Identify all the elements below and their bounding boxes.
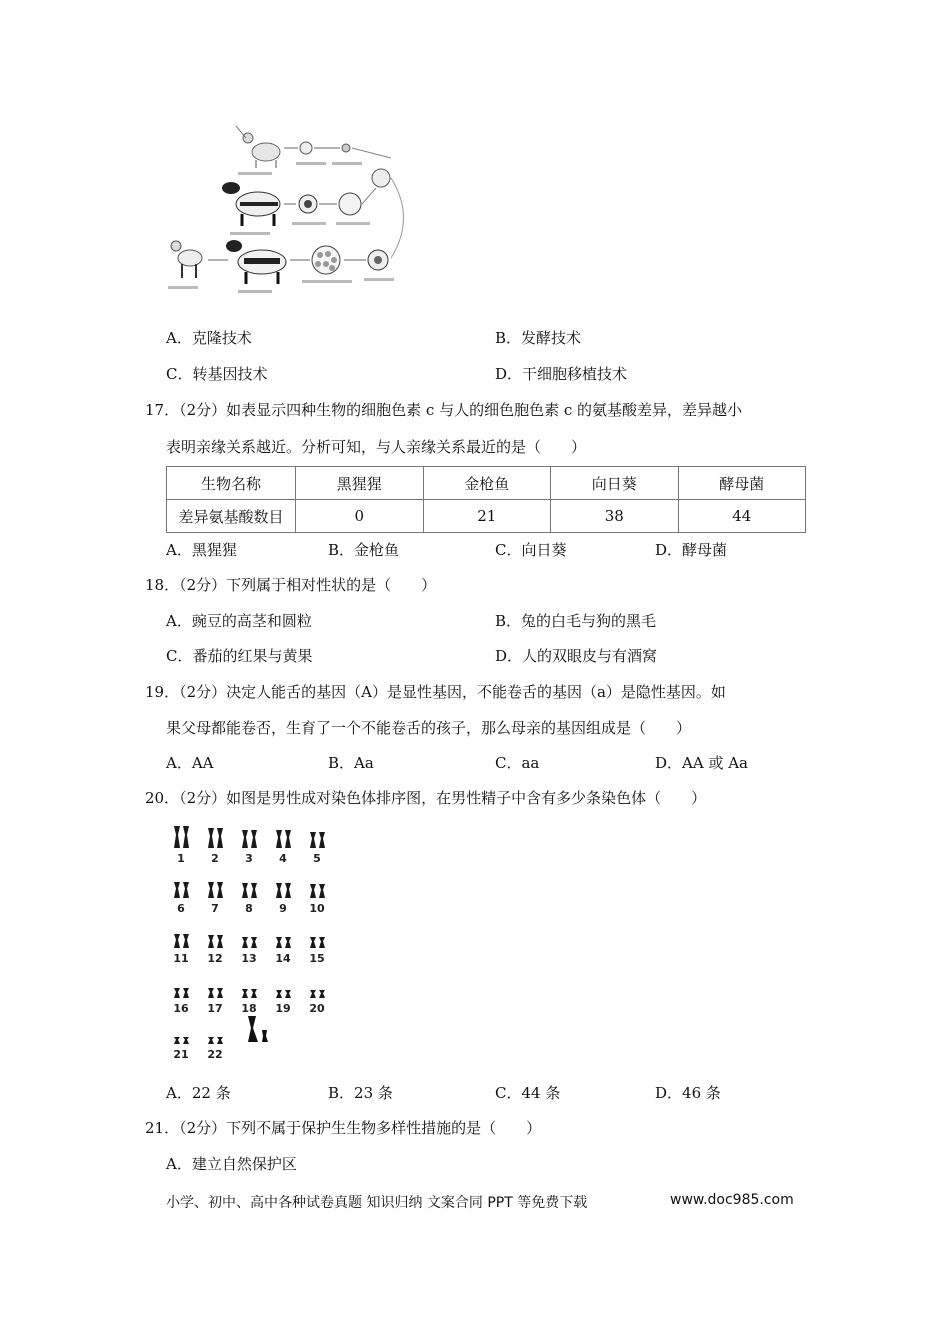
table-cell: 黑猩猩 [296,467,424,500]
table-cell: 向日葵 [551,467,679,500]
chromosome-mark [310,832,316,848]
chromosome-pair [174,988,189,998]
surrogate-sheep-icon [226,240,286,284]
q17-stem-line2: 表明亲缘关系越近。分析可知，与人亲缘关系最近的是（ ） [166,438,587,456]
chromosome-pair [276,830,291,848]
chromosome-number-label: 2 [211,852,219,865]
footer-promo-text: 小学、初中、高中各种试卷真题 知识归纳 文案合同 PPT 等免费下载 [166,1195,588,1211]
chromosome-pair [208,882,223,898]
chromosome-mark [251,989,257,998]
egg-donor-sheep-icon [222,182,280,226]
chromosome-mark [285,937,291,948]
q18-option-d[interactable]: D．人的双眼皮与有酒窝 [495,647,658,665]
chromosome-mark [242,830,248,848]
chromosome-number-label: 19 [275,1002,291,1015]
chromosome-number-label: 18 [241,1002,257,1015]
chromosome-mark [276,830,282,848]
x-chromosome-mark [248,1016,258,1042]
chromosome-number-label: 21 [173,1048,189,1061]
chromosome-pair [242,989,257,998]
chromosome-mark [310,937,316,948]
chromosome-pair [310,884,325,898]
q20-option-d[interactable]: D．46 条 [655,1084,721,1102]
chromosome-mark [242,989,248,998]
amino-acid-table [166,466,806,533]
q16-option-d[interactable]: D．干细胞移植技术 [495,365,628,383]
q20-option-c[interactable]: C．44 条 [495,1084,561,1102]
q19-option-c[interactable]: C．aa [495,754,540,772]
chromosome-number-label: 11 [173,952,189,965]
q19-stem-line1: 19．（2分）决定人能舌的基因（A）是显性基因，不能卷舌的基因（a）是隐性基因。如 [145,683,726,701]
chromosome-number-label: 20 [309,1002,325,1015]
table-cell: 酵母菌 [678,467,806,500]
chromosome-mark [276,990,282,998]
chromosome-number-label: 15 [309,952,325,965]
q18-option-c[interactable]: C．番茄的红果与黄果 [166,647,313,665]
q19-option-d[interactable]: D．AA 或 Aa [655,754,749,772]
sex-chromosomes [248,1016,268,1042]
table-cell: 生物名称 [167,467,296,500]
chromosome-pair [208,935,223,948]
chromosome-mark [208,1037,214,1044]
chromosome-mark [251,883,257,898]
chromosome-pair [242,830,257,848]
chromosome-number-label: 9 [279,902,287,915]
chromosome-mark [285,830,291,848]
q19-option-b[interactable]: B．Aa [328,754,374,772]
chromosome-mark [319,990,325,998]
q18-option-a[interactable]: A．豌豆的高茎和圆粒 [166,612,312,630]
table-cell: 21 [423,500,551,533]
chromosome-mark [285,883,291,898]
q16-option-c[interactable]: C．转基因技术 [166,365,268,383]
chromosome-number-label: 7 [211,902,219,915]
chromosome-mark [217,935,223,948]
chromosome-number-label: 17 [207,1002,223,1015]
chromosome-number-label: 16 [173,1002,189,1015]
chromosome-pair [174,882,189,898]
chromosome-mark [310,884,316,898]
chromosome-number-label: 13 [241,952,257,965]
chromosome-mark [208,828,214,848]
chromosome-mark [174,1037,180,1044]
chromosome-pair [310,832,325,848]
chromosome-pair [276,937,291,948]
chromosome-number-label: 4 [279,852,287,865]
chromosome-pair [174,826,189,848]
table-cell: 差异氨基酸数目 [167,500,296,533]
chromosome-mark [183,826,189,848]
chromosome-pair [242,937,257,948]
y-chromosome-mark [262,1030,268,1042]
chromosome-mark [242,883,248,898]
q20-option-b[interactable]: B．23 条 [328,1084,393,1102]
chromosome-number-label: 1 [177,852,185,865]
q19-option-a[interactable]: A．AA [166,754,214,772]
chromosome-mark [319,832,325,848]
table-cell: 0 [296,500,424,533]
chromosome-number-label: 6 [177,902,185,915]
chromosome-mark [242,937,248,948]
chromosome-pair [174,1037,189,1044]
table-cell: 金枪鱼 [423,467,551,500]
chromosome-pair [208,828,223,848]
chromosome-mark [183,1037,189,1044]
q20-option-a[interactable]: A．22 条 [166,1084,231,1102]
q17-option-d[interactable]: D．酵母菌 [655,541,728,559]
q16-option-a[interactable]: A．克隆技术 [166,329,252,347]
chromosome-mark [217,1037,223,1044]
chromosome-number-label: 5 [313,852,321,865]
q17-option-c[interactable]: C．向日葵 [495,541,567,559]
chromosome-mark [174,988,180,998]
q17-stem-line1: 17．（2分）如表显示四种生物的细胞色素 c 与人的细色胞色素 c 的氨基酸差异，差异越小 [145,401,743,419]
chromosome-number-label: 3 [245,852,253,865]
chromosome-mark [183,934,189,948]
chromosome-number-label: 22 [207,1048,223,1061]
chromosome-pair [208,1037,223,1044]
chromosome-mark [251,830,257,848]
chromosome-mark [251,937,257,948]
chromosome-pair [174,934,189,948]
q20-stem: 20．（2分）如图是男性成对染色体排序图，在男性精子中含有多少条染色体（ ） [145,789,707,807]
karyotype-figure [166,820,346,1064]
chromosome-pair [242,883,257,898]
chromosome-mark [208,988,214,998]
q17-option-b[interactable]: B．金枪鱼 [328,541,400,559]
chromosome-mark [174,882,180,898]
chromosome-number-label: 8 [245,902,253,915]
donor-sheep-icon [236,126,280,168]
table-header-row [167,467,806,500]
chromosome-mark [310,990,316,998]
chromosome-number-label: 14 [275,952,291,965]
chromosome-mark [217,882,223,898]
chromosome-mark [183,988,189,998]
chromosome-number-label: 10 [309,902,325,915]
chromosome-mark [174,934,180,948]
cloned-lamb-icon [171,241,202,278]
chromosome-mark [319,884,325,898]
q18-option-b[interactable]: B．兔的白毛与狗的黑毛 [495,612,657,630]
q21-stem: 21．（2分）下列不属于保护生生物多样性措施的是（ ） [145,1119,542,1137]
chromosome-pair [276,990,291,998]
chromosome-number-label: 12 [207,952,223,965]
chromosome-pair [310,937,325,948]
chromosome-mark [217,828,223,848]
chromosome-mark [276,883,282,898]
chromosome-mark [319,937,325,948]
table-cell: 44 [678,500,806,533]
footer-site-link[interactable]: www.doc985.com [670,1192,794,1208]
chromosome-mark [285,990,291,998]
q16-option-b[interactable]: B．发酵技术 [495,329,582,347]
q18-stem: 18．（2分）下列属于相对性状的是（ ） [145,576,437,594]
chromosome-pair [276,883,291,898]
chromosome-mark [217,988,223,998]
table-row [167,500,806,533]
q17-option-a[interactable]: A．黑猩猩 [166,541,237,559]
cloning-diagram-figure [166,118,426,302]
chromosome-mark [174,826,180,848]
q21-option-a[interactable]: A．建立自然保护区 [166,1155,297,1173]
chromosome-mark [208,935,214,948]
chromosome-mark [276,937,282,948]
table-cell: 38 [551,500,679,533]
chromosome-mark [183,882,189,898]
embryo-icon [312,246,340,274]
chromosome-pair [310,990,325,998]
q19-stem-line2: 果父母都能卷否，生育了一个不能卷舌的孩子，那么母亲的基因组成是（ ） [166,719,692,737]
chromosome-mark [208,882,214,898]
chromosome-pair [208,988,223,998]
